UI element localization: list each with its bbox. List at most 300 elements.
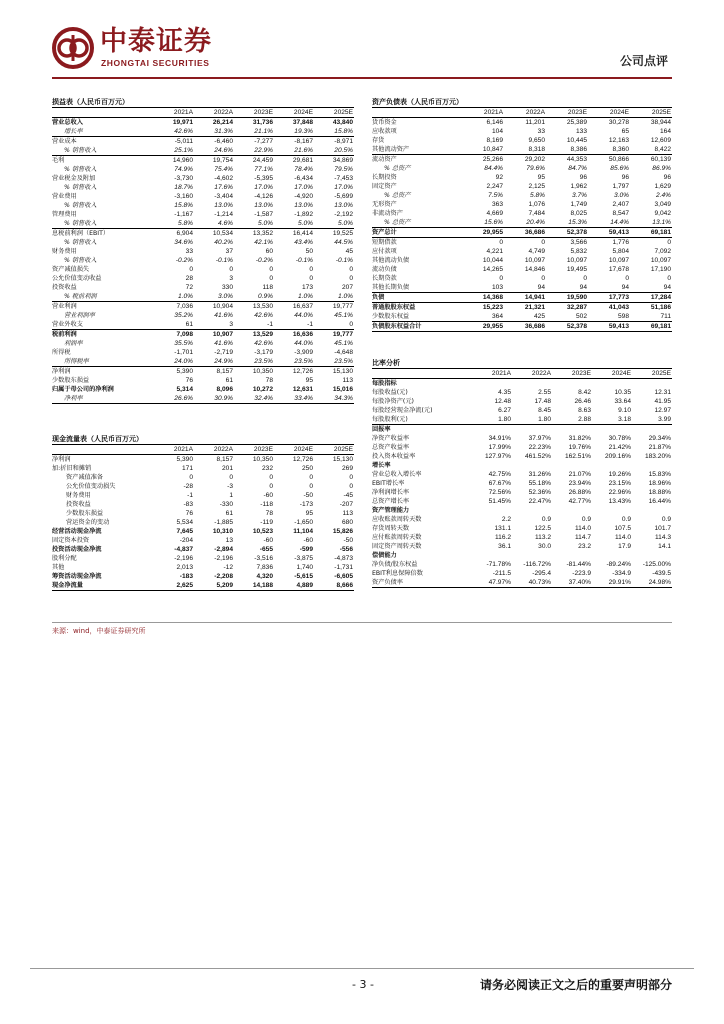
table-row [372,578,672,588]
table-row [372,209,672,218]
cell-value: 11,201 [525,119,545,126]
table-row [52,491,354,500]
table-row [372,569,672,578]
cell-value: 23.5% [234,357,274,367]
cell-value: -4,873 [334,555,353,562]
cell-value: 26.88% [568,489,591,496]
cell-value: 3 [229,275,233,282]
cell-value: -3,909 [294,349,313,356]
cell-value: 86.9% [652,165,671,172]
cell-value: 13 [225,537,233,544]
cell-value: 8.42 [578,389,591,396]
cell-value: 10,310 [212,528,233,535]
cell-value: 10,097 [524,257,545,264]
cell-value: -0.1% [295,257,313,264]
cell-value: 13,529 [252,331,273,338]
cell-value: 10,097 [650,257,671,264]
cell-value: 8,169 [486,137,503,144]
row-label: 资产减值准备 [66,474,104,481]
cell-value: 19,525 [332,230,353,237]
cell-value: 84.7% [568,165,587,172]
cell-value: 122.5 [534,525,551,532]
cell-value: -3,179 [254,349,273,356]
cell-value: -1,214 [214,211,233,218]
cell-value: -5,699 [334,193,353,200]
cell-value: -8,971 [334,138,353,145]
table-row [372,283,672,293]
row-label: 其他流动负债 [372,257,410,264]
cell-value: 51.45% [488,498,511,505]
cell-value: 43.4% [294,239,313,246]
cell-value: 0.9 [541,516,551,523]
cell-value: 69,181 [630,322,672,332]
cell-value: -223.9 [572,570,591,577]
table-row [372,200,672,209]
table-row [372,173,672,182]
cell-value: -0.1% [335,257,353,264]
cell-value: 72.56% [488,489,511,496]
cell-value: 25,266 [482,156,503,163]
year-header: 2021A [472,369,512,379]
cell-value: 14,265 [482,266,503,273]
table-row [372,312,672,322]
table-row [52,137,354,147]
cell-value: -1 [274,320,314,330]
cell-value: 24.9% [194,357,234,367]
cell-value: 598 [588,312,630,322]
cell-value: 0 [541,275,545,282]
cell-value: 127.97% [484,453,511,460]
cell-value: 0 [349,275,353,282]
cell-value: 1.0% [274,292,314,302]
table-header-row [372,369,672,379]
cell-value: 0 [349,474,353,481]
cell-value: 12.97 [654,407,671,414]
table-row [52,320,354,330]
cell-value: 1.80 [512,415,552,425]
cell-value [512,461,552,470]
cell-value: 44.5% [334,239,353,246]
cell-value: 37.40% [552,578,592,588]
row-label: 增长率 [52,127,154,137]
cell-value: -2,719 [214,349,233,356]
table-row [52,283,354,292]
row-label: EBIT增长率 [372,480,405,487]
table-row [372,256,672,265]
cell-value [512,379,552,389]
cell-value: 41.6% [214,312,233,319]
cell-value: 12.31 [654,389,671,396]
table-row [52,572,354,581]
row-label: 股利分配 [52,555,77,562]
cell-value: 7,484 [528,210,545,217]
cell-value: -4,602 [214,175,233,182]
row-label: 经营活动现金净流 [52,528,102,535]
table-row [52,127,354,137]
cash-flow-title: 现金流量表（人民币百万元） [52,434,354,445]
cell-value: 15,223 [482,304,503,311]
cell-value: 18.96% [648,480,671,487]
cell-value: -3,404 [214,193,233,200]
cell-value: 96 [579,174,587,181]
cell-value: 13.0% [294,202,313,209]
cash-flow-panel [52,434,354,591]
cell-value [512,506,552,515]
cell-value: -7,453 [334,175,353,182]
cell-value: 17.0% [254,184,273,191]
cell-value: 113 [342,377,353,384]
year-header: 2022A [194,445,234,455]
cell-value: 37.97% [528,435,551,442]
cell-value: 8,422 [630,145,672,155]
cell-value: 95 [305,510,313,517]
cell-value [592,425,632,435]
row-label: 普通股股东权益 [372,304,416,311]
row-label: 资产管理能力 [372,507,410,514]
row-label: % 总资产 [384,165,411,172]
row-label: 资产总计 [372,228,462,238]
cell-value: 113.2 [534,534,551,541]
income-statement-panel [52,97,354,404]
table-row [372,164,672,173]
cell-value: 13.0% [334,202,353,209]
cell-value: 0 [269,483,273,490]
row-label: % 销售收入 [64,202,97,209]
cell-value: 32,287 [566,304,587,311]
income-statement-title: 损益表（人民币百万元） [52,97,354,108]
cell-value: 75.4% [214,166,233,173]
cell-value: 461.52% [524,453,551,460]
cell-value: -4,648 [334,349,353,356]
cell-value: 3.99 [632,415,672,425]
table-row [52,256,354,265]
table-row [372,461,672,470]
table-row [52,581,354,591]
cell-value: 42.6% [254,312,273,319]
table-row [372,497,672,506]
row-label: 营业外收支 [52,320,154,330]
cell-value: 1,749 [570,201,587,208]
cell-value: 65 [621,128,629,135]
cell-value: 4,221 [486,248,503,255]
cell-value: 29,955 [462,228,504,238]
cell-value: 42.6% [254,340,273,347]
cell-value: 37,848 [292,119,313,126]
cell-value: 17,773 [588,293,630,303]
cell-value: 18.88% [648,489,671,496]
cell-value: 1,776 [612,239,629,246]
cell-value: -330 [219,501,233,508]
cell-value: 171 [181,465,193,472]
cell-value: 10,097 [608,257,629,264]
header-spacer [52,445,154,455]
table-row [52,311,354,320]
table-row [52,394,354,404]
cell-value: 38,944 [650,119,671,126]
row-label: 固定资产周转天数 [372,543,422,550]
cell-value [512,551,552,560]
row-label: 流动负债 [372,266,397,273]
row-label: EBIT利息保障倍数 [372,570,423,577]
cell-value: 59,413 [588,322,630,332]
cell-value: 19,495 [566,266,587,273]
cell-value: -1,731 [334,564,353,571]
cell-value: 26,214 [212,119,233,126]
cell-value: 0.9 [581,516,591,523]
cell-value: 19,971 [172,119,193,126]
cell-value: 61 [225,377,233,384]
cell-value: -3 [227,483,233,490]
cell-value: -6,460 [214,138,233,145]
cell-value: 12,163 [608,137,629,144]
cell-value: 52,378 [546,228,588,238]
income-statement-table [52,108,354,404]
table-row [52,247,354,256]
row-label: 税前利润 [52,331,77,338]
row-label: 筹资活动现金净流 [52,573,102,580]
cell-value: 14,960 [172,157,193,164]
table-row [52,192,354,201]
cell-value: 94 [588,283,630,293]
cell-value: 502 [546,312,588,322]
row-label: 资产负债率 [372,578,472,588]
cell-value: 42.1% [254,239,273,246]
cell-value: 36,686 [504,228,546,238]
cell-value: 17.9 [618,543,631,550]
cell-value: 29.91% [592,578,632,588]
cell-value: 0 [583,275,587,282]
row-label: 营业利润 [52,303,77,310]
table-row [52,464,354,473]
table-row [52,509,354,518]
cell-value: 36,686 [504,322,546,332]
table-row [52,238,354,247]
cell-value: 30.0 [538,543,551,550]
cell-value: 12.48 [494,398,511,405]
cell-value: 40.73% [512,578,552,588]
cell-value: 13,530 [252,303,273,310]
cell-value: -81.44% [566,561,591,568]
cell-value: -12 [223,564,233,571]
cell-value: 10,445 [566,137,587,144]
cell-value: 14,188 [234,581,274,591]
cell-value: -3,875 [294,555,313,562]
cell-value: 0 [499,275,503,282]
cell-value: 60 [265,248,273,255]
cell-value: -5,615 [294,573,313,580]
table-row [372,293,672,303]
cell-value: -50 [303,492,313,499]
cell-value: -45 [343,492,353,499]
cell-value: -89.24% [606,561,631,568]
row-label: 负债股东权益合计 [372,322,462,332]
cell-value: 363 [491,201,503,208]
cell-value: 15.8% [174,202,193,209]
row-label: 营运资金的变动 [66,519,110,526]
cell-value: -116.72% [523,561,551,568]
year-header: 2023E [234,445,274,455]
cell-value: -173 [299,501,313,508]
cell-value: 113 [342,510,353,517]
year-header: 2022A [504,108,546,118]
cell-value: 103 [462,283,504,293]
cell-value: 78 [265,377,273,384]
disclaimer-note: 请务必阅读正文之后的重要声明部分 [479,978,672,992]
table-row [52,554,354,563]
cell-value: 16,637 [292,303,313,310]
cell-value: 162.51% [564,453,591,460]
brand-name-cn: 中泰证券 [100,26,212,57]
cell-value: 45.1% [334,312,353,319]
row-label: 净负债/股东权益 [372,561,418,568]
cell-value [552,506,592,515]
cell-value: 23.15% [608,480,631,487]
cell-value: -2,196 [174,555,193,562]
row-label: 公允价值变动损失 [66,483,116,490]
header-divider [52,77,672,79]
cell-value: 12,726 [292,368,313,375]
cell-value: -6,605 [334,573,353,580]
cell-value: 330 [221,284,233,291]
cell-value: 26.46 [574,398,591,405]
row-label: 存货 [372,137,385,144]
row-label: 投入资本收益率 [372,453,416,460]
cell-value: 94 [630,283,672,293]
table-header-row [372,108,672,118]
cell-value: 23.94% [568,480,591,487]
cell-value: 2.88 [552,415,592,425]
cell-value: 17,190 [650,266,671,273]
cell-value: 1.0% [154,292,194,302]
balance-sheet-panel [372,97,672,332]
cell-value: 45 [345,248,353,255]
cell-value: 3,566 [570,239,587,246]
table-row [372,397,672,406]
cell-value: 15,016 [332,386,353,393]
cell-value: 61 [225,510,233,517]
cell-value: -60 [303,537,313,544]
cell-value: -4,920 [294,193,313,200]
cell-value: 0 [309,483,313,490]
row-label: 资产减值损失 [52,266,90,273]
cell-value: 44.0% [294,312,313,319]
cell-value: 21.87% [648,444,671,451]
row-label: % 销售收入 [52,219,154,229]
cell-value: 31.26% [528,471,551,478]
cell-value: 16,636 [292,331,313,338]
source-divider [52,622,672,623]
row-label: 回报率 [372,426,391,433]
cell-value: 680 [341,519,353,526]
cell-value: 23.5% [314,357,354,367]
table-row [52,563,354,572]
cell-value: 17.0% [294,184,313,191]
row-label: 应收账款周转天数 [372,516,422,523]
ratio-analysis-panel [372,358,672,588]
cell-value: -334.9 [612,570,631,577]
cell-value: 76 [185,377,193,384]
cell-value: 0 [229,266,233,273]
cell-value: 0 [349,266,353,273]
cell-value: 13.0% [254,202,273,209]
cell-value: -6,434 [294,175,313,182]
cell-value: 0 [625,275,629,282]
row-label: 少数股东权益 [372,312,462,322]
cell-value: 9,042 [654,210,671,217]
cell-value: -204 [179,537,193,544]
year-header: 2021A [154,108,194,118]
cell-value: 8,157 [216,456,233,463]
cell-value: 0 [314,320,354,330]
row-label: 长期贷款 [372,275,397,282]
cell-value: 19,754 [212,157,233,164]
cell-value: 52.36% [528,489,551,496]
cell-value: 50 [305,248,313,255]
cell-value: 19,777 [332,331,353,338]
cell-value: -1 [187,492,193,499]
cell-value: 18.7% [174,184,193,191]
cell-value: 8.63 [578,407,591,414]
cell-value: 13.0% [214,202,233,209]
table-row [52,274,354,283]
cell-value: 5,209 [194,581,234,591]
cell-value: 41.95 [654,398,671,405]
cell-value: 201 [221,465,233,472]
row-label: 固定资本投资 [52,537,90,544]
cell-value: 9,650 [528,137,545,144]
cell-value: 173 [301,284,313,291]
cell-value: 45.1% [334,340,353,347]
cell-value: 94 [504,283,546,293]
row-label: % 销售收入 [52,146,154,156]
cell-value: -1,650 [294,519,313,526]
cell-value: -7,277 [254,138,273,145]
cell-value [552,425,592,435]
year-header: 2024E [274,108,314,118]
table-row [372,434,672,443]
table-row [372,228,672,238]
cell-value: 33.4% [274,394,314,404]
footer-divider [30,968,694,969]
cell-value: 114.3 [654,534,671,541]
cell-value: 1,740 [296,564,313,571]
row-label: 营业利润率 [64,312,95,319]
cell-value: -1 [234,320,274,330]
cell-value: 5.0% [234,219,274,229]
cell-value: 7,092 [654,248,671,255]
cell-value: 34.6% [174,239,193,246]
cell-value: 14.1 [658,543,671,550]
cell-value [592,461,632,470]
row-label: 长期投资 [372,174,397,181]
cell-value: 42.75% [488,471,511,478]
cell-value: 10.35 [614,389,631,396]
cell-value: 0 [309,275,313,282]
header-spacer [372,108,462,118]
cell-value: 14.4% [588,218,630,228]
row-label: 其他 [52,564,65,571]
cell-value: 16.44% [648,498,671,505]
cell-value: -0.1% [215,257,233,264]
cell-value: 1,076 [528,201,545,208]
row-label: 货币资金 [372,119,397,126]
cell-value: 0 [189,266,193,273]
year-header: 2025E [314,445,354,455]
row-label: 营业税金及附加 [52,175,96,182]
table-row [52,357,354,367]
row-label: 固定资产 [372,183,397,190]
row-label: 少数股东损益 [52,377,90,384]
